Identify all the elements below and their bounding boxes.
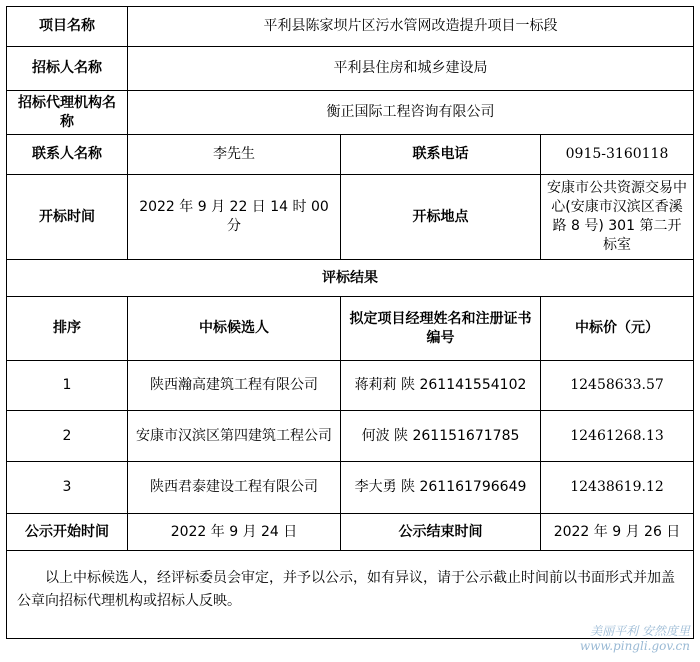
project-label: 项目名称 bbox=[7, 7, 128, 47]
publicity-end-label: 公示结束时间 bbox=[341, 514, 541, 551]
results-header-row bbox=[7, 297, 694, 361]
contact-phone: 0915-3160118 bbox=[541, 135, 694, 175]
project-row bbox=[7, 7, 694, 47]
project-name: 平利县陈家坝片区污水管网改造提升项目一标段 bbox=[128, 7, 694, 47]
candidate-header: 中标候选人 bbox=[128, 297, 341, 361]
agency-label: 招标代理机构名称 bbox=[7, 91, 128, 135]
results-title-row bbox=[7, 260, 694, 297]
publicity-start: 2022 年 9 月 24 日 bbox=[128, 514, 341, 551]
publicity-row bbox=[7, 514, 694, 551]
price-header: 中标价（元） bbox=[541, 297, 694, 361]
contact-row bbox=[7, 135, 694, 175]
price-cell: 12458633.57 bbox=[541, 361, 694, 411]
opening-place-label: 开标地点 bbox=[341, 175, 541, 260]
table-row bbox=[7, 361, 694, 411]
candidate-cell: 陕西瀚高建筑工程有限公司 bbox=[128, 361, 341, 411]
manager-cell: 蒋莉莉 陕 261141554102 bbox=[341, 361, 541, 411]
agency-name: 衡正国际工程咨询有限公司 bbox=[128, 91, 694, 135]
manager-cell: 何波 陕 261151671785 bbox=[341, 411, 541, 462]
rank-cell: 3 bbox=[7, 462, 128, 514]
contact-person: 李先生 bbox=[128, 135, 341, 175]
phone-label: 联系电话 bbox=[341, 135, 541, 175]
price-cell: 12438619.12 bbox=[541, 462, 694, 514]
candidate-cell: 安康市汉滨区第四建筑工程公司 bbox=[128, 411, 341, 462]
publicity-start-label: 公示开始时间 bbox=[7, 514, 128, 551]
watermark-slogan: 美丽平利 安然度里 bbox=[590, 624, 690, 638]
manager-cell: 李大勇 陕 261161796649 bbox=[341, 462, 541, 514]
rank-cell: 2 bbox=[7, 411, 128, 462]
tenderer-label: 招标人名称 bbox=[7, 47, 128, 91]
results-section-title: 评标结果 bbox=[7, 260, 694, 297]
opening-time-label: 开标时间 bbox=[7, 175, 128, 260]
table-row bbox=[7, 462, 694, 514]
agency-row bbox=[7, 91, 694, 135]
candidate-cell: 陕西君泰建设工程有限公司 bbox=[128, 462, 341, 514]
price-cell: 12461268.13 bbox=[541, 411, 694, 462]
table-row bbox=[7, 411, 694, 462]
opening-place: 安康市公共资源交易中心(安康市汉滨区香溪路 8 号) 301 第二开标室 bbox=[541, 175, 694, 260]
tenderer-row bbox=[7, 47, 694, 91]
bid-result-table bbox=[6, 6, 694, 639]
manager-header: 拟定项目经理姓名和注册证书编号 bbox=[341, 297, 541, 361]
site-watermark bbox=[580, 624, 690, 654]
rank-cell: 1 bbox=[7, 361, 128, 411]
opening-time: 2022 年 9 月 22 日 14 时 00 分 bbox=[128, 175, 341, 260]
publicity-end: 2022 年 9 月 26 日 bbox=[541, 514, 694, 551]
footer-note: 以上中标候选人，经评标委员会审定，并予以公示，如有异议，请于公示截止时间前以书面形式并加盖公章向招标代理机构或招标人反映。 bbox=[17, 570, 675, 609]
opening-row bbox=[7, 175, 694, 260]
watermark-url: www.pingli.gov.cn bbox=[579, 639, 690, 653]
rank-header: 排序 bbox=[7, 297, 128, 361]
tenderer-name: 平利县住房和城乡建设局 bbox=[128, 47, 694, 91]
contact-label: 联系人名称 bbox=[7, 135, 128, 175]
